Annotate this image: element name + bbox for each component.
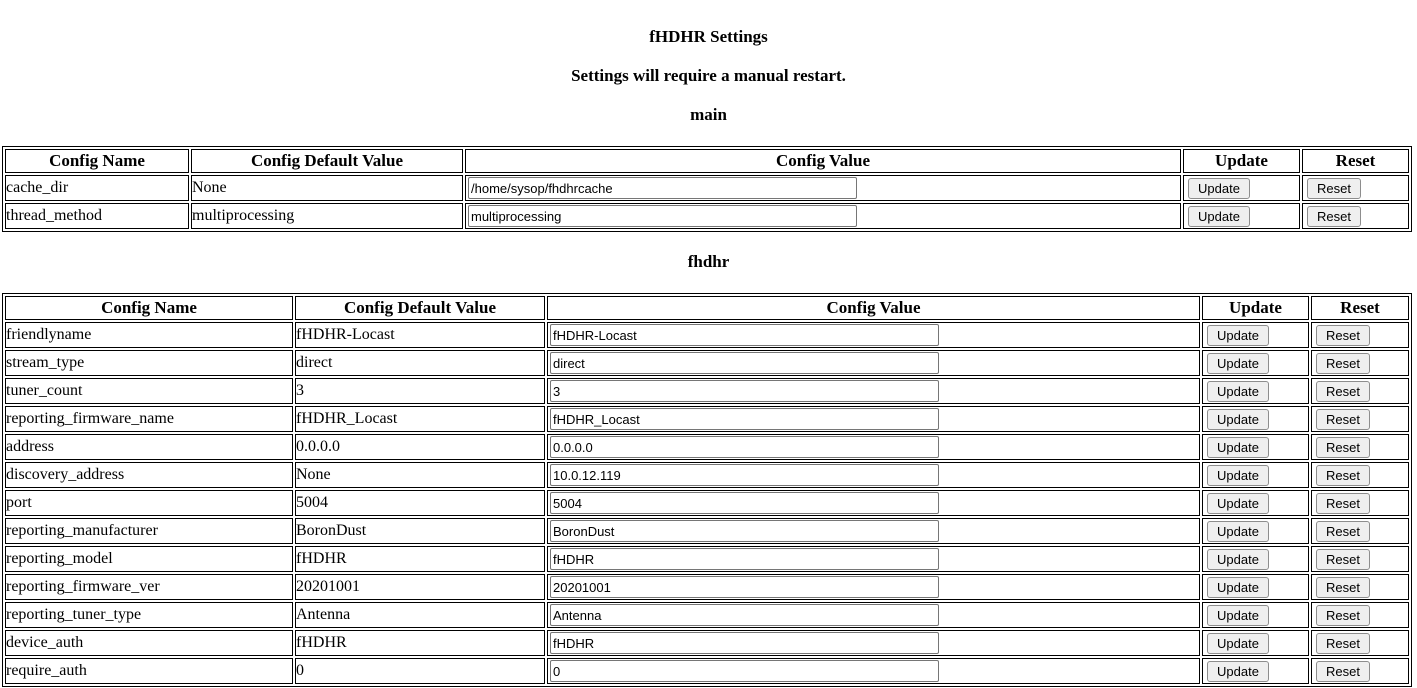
reset-cell (1311, 546, 1409, 572)
reset-cell (1311, 630, 1409, 656)
config-value-input[interactable] (550, 436, 939, 458)
update-cell (1202, 518, 1309, 544)
update-cell (1202, 490, 1309, 516)
reset-cell (1302, 203, 1409, 229)
config-value-input[interactable] (550, 548, 939, 570)
reset-button[interactable]: Reset (1316, 409, 1370, 430)
reset-cell (1311, 350, 1409, 376)
update-button[interactable]: Update (1207, 381, 1269, 402)
reset-button[interactable]: Reset (1316, 381, 1370, 402)
config-default-value-cell: 0.0.0.0 (295, 434, 545, 460)
update-button[interactable]: Update (1207, 633, 1269, 654)
table-row (5, 462, 1409, 488)
config-value-cell (547, 434, 1200, 460)
config-value-input[interactable] (550, 576, 939, 598)
header-row (5, 149, 1409, 173)
reset-button[interactable]: Reset (1316, 437, 1370, 458)
reset-cell (1311, 434, 1409, 460)
reset-cell (1311, 602, 1409, 628)
config-value-cell (465, 203, 1181, 229)
config-default-value-cell: direct (295, 350, 545, 376)
column-header: Update (1183, 149, 1300, 173)
update-cell (1202, 574, 1309, 600)
column-header: Config Value (465, 149, 1181, 173)
table-row (5, 658, 1409, 684)
update-button[interactable]: Update (1207, 577, 1269, 598)
config-name-cell: thread_method (5, 203, 189, 229)
config-value-cell (547, 490, 1200, 516)
config-name-cell: discovery_address (5, 462, 293, 488)
table-row (5, 518, 1409, 544)
table-row (5, 574, 1409, 600)
section-title-main: main (690, 105, 727, 124)
header-row (5, 296, 1409, 320)
config-default-value-cell: 20201001 (295, 574, 545, 600)
reset-cell (1311, 490, 1409, 516)
config-table-main (2, 146, 1412, 232)
config-value-cell (465, 175, 1181, 201)
update-button[interactable]: Update (1207, 465, 1269, 486)
update-button[interactable]: Update (1207, 409, 1269, 430)
config-table-fhdhr (2, 293, 1412, 687)
config-name-cell: reporting_manufacturer (5, 518, 293, 544)
update-cell (1202, 462, 1309, 488)
page-subtitle: Settings will require a manual restart. (571, 66, 846, 85)
update-cell (1202, 350, 1309, 376)
table-row (5, 490, 1409, 516)
config-name-cell: reporting_tuner_type (5, 602, 293, 628)
reset-button[interactable]: Reset (1316, 521, 1370, 542)
config-default-value-cell: Antenna (295, 602, 545, 628)
reset-cell (1311, 378, 1409, 404)
config-value-cell (547, 406, 1200, 432)
update-button[interactable]: Update (1188, 178, 1250, 199)
config-value-cell (547, 350, 1200, 376)
config-default-value-cell: multiprocessing (191, 203, 463, 229)
config-default-value-cell: None (191, 175, 463, 201)
update-button[interactable]: Update (1207, 353, 1269, 374)
page-title: fHDHR Settings (649, 27, 768, 46)
update-button[interactable]: Update (1188, 206, 1250, 227)
column-header: Config Value (547, 296, 1200, 320)
update-cell (1202, 602, 1309, 628)
table-row (5, 175, 1409, 201)
table-row (5, 602, 1409, 628)
config-value-input[interactable] (550, 324, 939, 346)
table-row (5, 630, 1409, 656)
update-cell (1183, 175, 1300, 201)
config-value-input[interactable] (550, 632, 939, 654)
update-cell (1202, 406, 1309, 432)
reset-button[interactable]: Reset (1316, 661, 1370, 682)
update-button[interactable]: Update (1207, 549, 1269, 570)
column-header: Config Name (5, 296, 293, 320)
config-value-input[interactable] (550, 520, 939, 542)
update-button[interactable]: Update (1207, 493, 1269, 514)
config-value-input[interactable] (468, 205, 857, 227)
reset-button[interactable]: Reset (1316, 577, 1370, 598)
reset-cell (1311, 574, 1409, 600)
config-default-value-cell: BoronDust (295, 518, 545, 544)
table-row (5, 322, 1409, 348)
config-name-cell: reporting_firmware_ver (5, 574, 293, 600)
reset-button[interactable]: Reset (1316, 633, 1370, 654)
reset-cell (1311, 658, 1409, 684)
config-value-cell (547, 602, 1200, 628)
table-row (5, 406, 1409, 432)
column-header: Update (1202, 296, 1309, 320)
config-value-input[interactable] (550, 352, 939, 374)
column-header: Config Default Value (191, 149, 463, 173)
config-name-cell: address (5, 434, 293, 460)
update-button[interactable]: Update (1207, 605, 1269, 626)
table-row (5, 434, 1409, 460)
config-value-input[interactable] (550, 660, 939, 682)
reset-cell (1311, 322, 1409, 348)
reset-button[interactable]: Reset (1307, 206, 1361, 227)
config-default-value-cell: fHDHR-Locast (295, 322, 545, 348)
update-button[interactable]: Update (1207, 437, 1269, 458)
config-value-input[interactable] (550, 408, 939, 430)
reset-button[interactable]: Reset (1316, 605, 1370, 626)
config-name-cell: require_auth (5, 658, 293, 684)
reset-cell (1311, 518, 1409, 544)
config-value-cell (547, 518, 1200, 544)
config-value-cell (547, 546, 1200, 572)
config-value-cell (547, 658, 1200, 684)
config-default-value-cell: 5004 (295, 490, 545, 516)
column-header: Reset (1311, 296, 1409, 320)
config-value-input[interactable] (550, 464, 939, 486)
update-cell (1183, 203, 1300, 229)
column-header: Config Name (5, 149, 189, 173)
config-value-cell (547, 574, 1200, 600)
config-value-cell (547, 378, 1200, 404)
reset-cell (1302, 175, 1409, 201)
config-name-cell: friendlyname (5, 322, 293, 348)
table-row (5, 203, 1409, 229)
config-value-cell (547, 630, 1200, 656)
reset-button[interactable]: Reset (1316, 493, 1370, 514)
reset-cell (1311, 406, 1409, 432)
config-default-value-cell: fHDHR (295, 546, 545, 572)
update-cell (1202, 630, 1309, 656)
config-name-cell: tuner_count (5, 378, 293, 404)
config-default-value-cell: 3 (295, 378, 545, 404)
config-default-value-cell: 0 (295, 658, 545, 684)
section-title-fhdhr: fhdhr (687, 252, 730, 271)
config-value-input[interactable] (468, 177, 857, 199)
config-value-input[interactable] (550, 492, 939, 514)
update-button[interactable]: Update (1207, 661, 1269, 682)
update-cell (1202, 434, 1309, 460)
config-name-cell: cache_dir (5, 175, 189, 201)
config-default-value-cell: fHDHR (295, 630, 545, 656)
config-value-cell (547, 322, 1200, 348)
config-value-input[interactable] (550, 380, 939, 402)
table-row (5, 350, 1409, 376)
reset-button[interactable]: Reset (1316, 549, 1370, 570)
update-cell (1202, 322, 1309, 348)
update-button[interactable]: Update (1207, 521, 1269, 542)
reset-button[interactable]: Reset (1316, 325, 1370, 346)
reset-button[interactable]: Reset (1307, 178, 1361, 199)
config-default-value-cell: fHDHR_Locast (295, 406, 545, 432)
update-cell (1202, 658, 1309, 684)
config-value-cell (547, 462, 1200, 488)
table-row (5, 378, 1409, 404)
config-default-value-cell: None (295, 462, 545, 488)
table-row (5, 546, 1409, 572)
column-header: Reset (1302, 149, 1409, 173)
update-cell (1202, 378, 1309, 404)
update-cell (1202, 546, 1309, 572)
config-name-cell: reporting_model (5, 546, 293, 572)
reset-cell (1311, 462, 1409, 488)
config-name-cell: port (5, 490, 293, 516)
config-value-input[interactable] (550, 604, 939, 626)
reset-button[interactable]: Reset (1316, 353, 1370, 374)
update-button[interactable]: Update (1207, 325, 1269, 346)
config-name-cell: reporting_firmware_name (5, 406, 293, 432)
column-header: Config Default Value (295, 296, 545, 320)
config-name-cell: device_auth (5, 630, 293, 656)
reset-button[interactable]: Reset (1316, 465, 1370, 486)
config-name-cell: stream_type (5, 350, 293, 376)
